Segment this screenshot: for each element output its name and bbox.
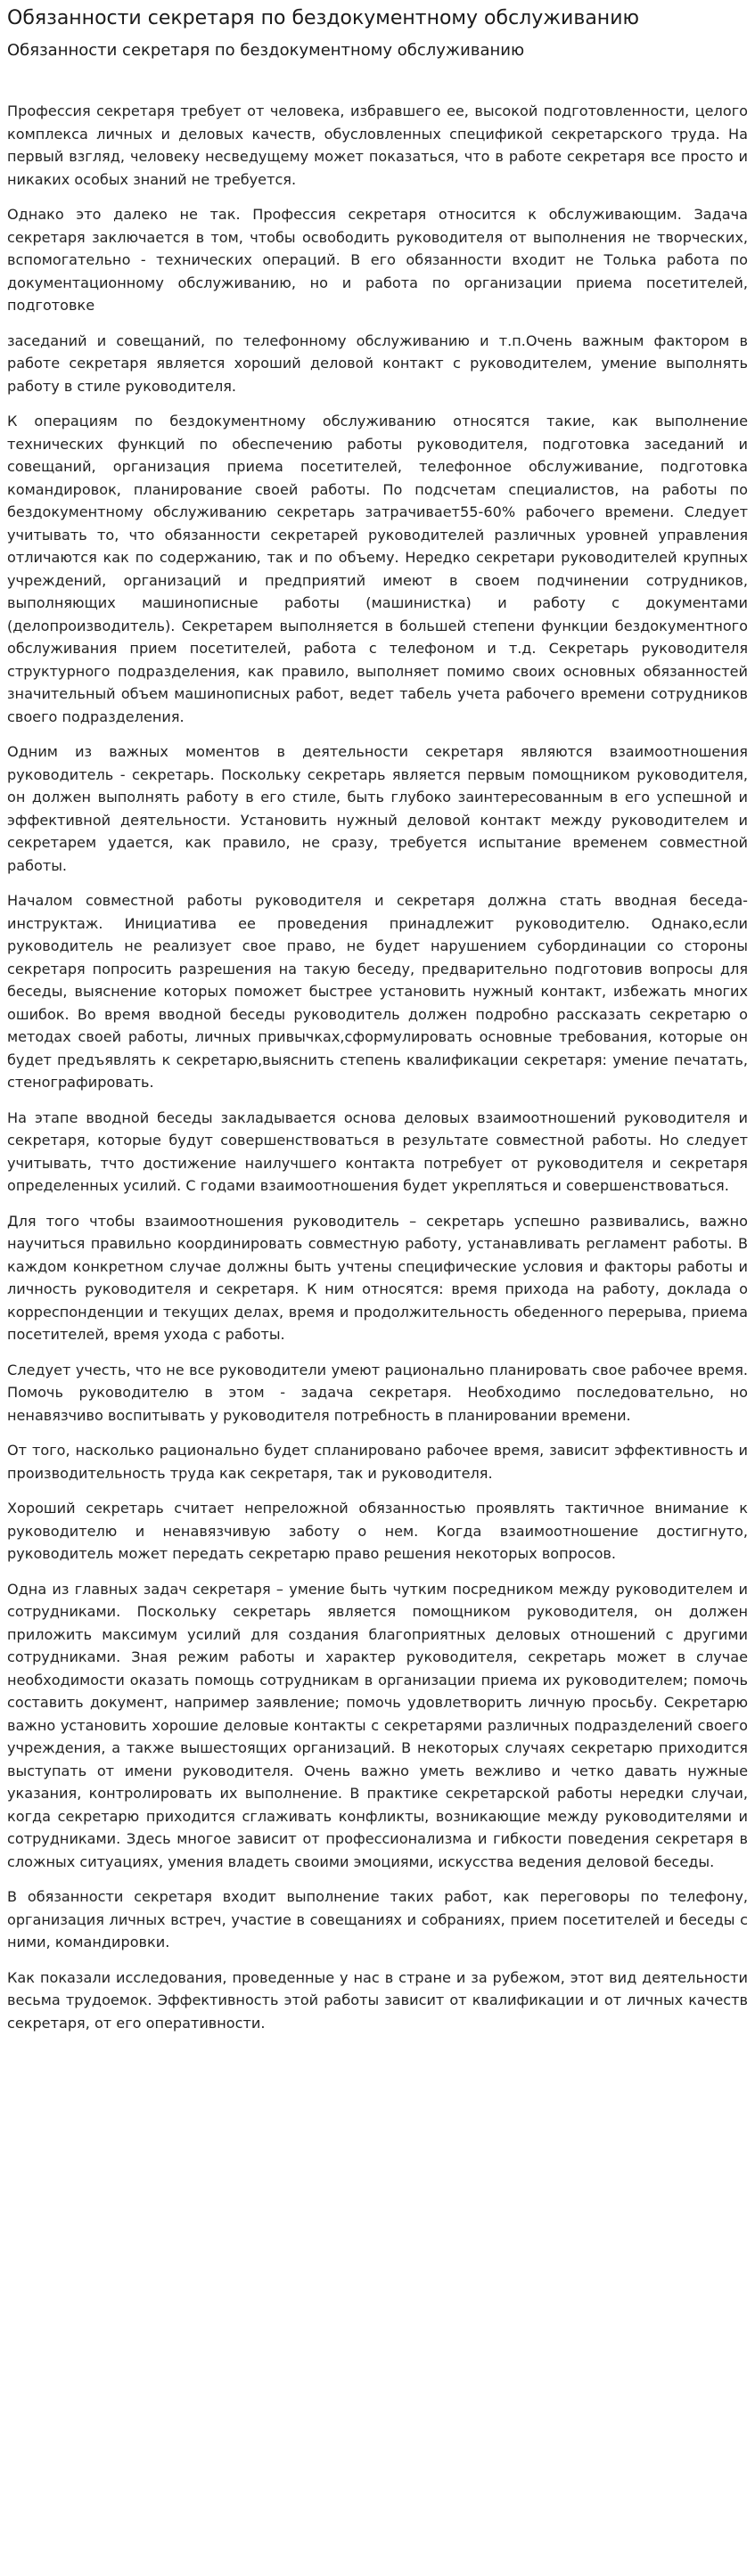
page-title: Обязанности секретаря по бездокументному обслуживанию	[7, 7, 640, 29]
paragraph: Для того чтобы взаимоотношения руководитель – секретарь успешно развивались, важно научиться правильно координировать совместную работу, устанавливать регламент работы. В каждом конкретном случае должны быть учтены специфические условия и факторы работы и личность руководителя и секретаря. К ним относятся: время прихода на работу, доклада о корреспонденции и текущих делах, время и продолжительность обеденного перерыва, приема посетителей, время ухода с работы.	[7, 1212, 748, 1343]
paragraph: Профессия секретаря требует от человека, избравшего ее, высокой подготовленности, целого комплекса личных и деловых качеств, обусловленных спецификой секретарского труда. На первый взгляд, человеку несведущему может показаться, что в работе секретаря все просто и никаких особых знаний не требуется.	[7, 102, 748, 188]
paragraph: Началом совместной работы руководителя и секретаря должна стать вводная беседа-инструктаж. Инициатива ее проведения принадлежит руководителю. Однако,если руководитель не реализует свое право, не будет нарушением субординации со стороны секретаря попросить разрешения на такую беседу, предварительно подготовив вопросы для беседы, выяснение которых поможет быстрее установить нужный контакт, избежать многих ошибок. Во время вводной беседы руководитель должен подробно рассказать секретарю о методах своей работы, личных привычках,сформулировать основные требования, которые он будет предъявлять к секретарю,выяснить степень квалификации секретаря: умение печатать, стенографировать.	[7, 892, 748, 1091]
paragraph: На этапе вводной беседы закладывается основа деловых взаимоотношений руководителя и секретаря, которые будут совершенствоваться в результате совместной работы. Но следует учитывать, тчто достижение наилучшего контакта потребует от руководителя и секретаря определенных усилий. С годами взаимоотношения будет укрепляться и совершенствоваться.	[7, 1108, 748, 1194]
page-subtitle: Обязанности секретаря по бездокументному обслуживанию	[7, 41, 525, 60]
paragraph: В обязанности секретаря входит выполнение таких работ, как переговоры по телефону, организация личных встреч, участие в совещаниях и собраниях, прием посетителей и беседы с ними, командировки.	[7, 1888, 748, 1950]
paragraph: Как показали исследования, проведенные у нас в стране и за рубежом, этот вид деятельности весьма трудоемок. Эффективность этой работы зависит от квалификации и от личных качеств секретаря, от его оперативности.	[7, 1968, 748, 2032]
paragraph: Хороший секретарь считает непреложной обязанностью проявлять тактичное внимание к руководителю и ненавязчивую заботу о нем. Когда взаимоотношение достигнуто, руководитель может передать секретарю право решения некоторых вопросов.	[7, 1500, 748, 1562]
paragraph: Однако это далеко не так. Профессия секретаря относится к обслуживающим. Задача секретаря заключается в том, чтобы освободить руководителя от выполнения не творческих, вспомогательно - технических операций. В его обязанности входит не Толька работа по документационному обслуживанию, но и работа по организации приема посетителей, подготовке	[7, 206, 748, 314]
paragraph: Следует учесть, что не все руководители умеют рационально планировать свое рабочее время. Помочь руководителю в этом - задача секретаря. Необходимо последовательно, но ненавязчиво воспитывать у руководителя потребность в планировании времени.	[7, 1361, 748, 1424]
paragraph: К операциям по бездокументному обслуживанию относятся такие, как выполнение технических функций по обеспечению работы руководителя, подготовка заседаний и совещаний, организация приема посетителей, телефонное обслуживание, подготовка командировок, планирование своей работы. По подсчетам специалистов, на работы по бездокументному обслуживанию секретарь затрачивает55-60% рабочего времени. Следует учитывать то, что обязанности секретарей руководителей различных уровней управления отличаются как по содержанию, так и по объему. Нередко секретари руководителей крупных учреждений, организаций и предприятий имеют в своем подчинении сотрудников, выполняющих машинописные работы (машинистка) и работу с документами (делопроизводитель). Секретарем выполняется в большей степени функции бездокументного обслуживания прием посетителей, работа с телефоном и т.д. Секретарь руководителя структурного подразделения, как правило, выполняет помимо своих основных обязанностей значительный объем машинописных работ, ведет табель учета рабочего времени сотрудников своего подразделения.	[7, 413, 748, 725]
paragraph: Одна из главных задач секретаря – умение быть чутким посредником между руководителем и сотрудниками. Поскольку секретарь является помощником руководителя, он должен приложить максимум усилий для создания благоприятных деловых отношений с другими сотрудниками. Зная режим работы и характер руководителя, секретарь может в случае необходимости оказать помощь сотрудникам в организации приема их руководителем; помочь составить документ, например заявление; помочь удовлетворить личную просьбу. Секретарю важно установить хорошие деловые контакты с секретарями различных подразделений своего учреждения, а также вышестоящих организаций. В некоторых случаях секретарю приходится выступать от имени руководителя. Очень важно уметь вежливо и четко давать нужные указания, контролировать их выполнение. В практике секретарской работы нередки случаи, когда секретарю приходится сглаживать конфликты, возникающие между руководителями и сотрудниками. Здесь многое зависит от профессионализма и гибкости поведения секретаря в сложных ситуациях, умения владеть своими эмоциями, искусства ведения деловой беседы.	[7, 1580, 748, 1870]
paragraph: Одним из важных моментов в деятельности секретаря являются взаимоотношения руководитель - секретарь. Поскольку секретарь является первым помощником руководителя, он должен выполнять работу в его стиле, быть глубоко заинтересованным в его успешной и эффективной деятельности. Установить нужный деловой контакт между руководителем и секретарем удается, как правило, не сразу, требуется испытание временем совместной работы.	[7, 743, 748, 874]
paragraph: заседаний и совещаний, по телефонному обслуживанию и т.п.Очень важным фактором в работе секретаря является хороший деловой контакт с руководителем, умение выполнять работу в стиле руководителя.	[7, 331, 748, 395]
article-body	[7, 100, 748, 2034]
paragraph: От того, насколько рационально будет спланировано рабочее время, зависит эффективность и производительность труда как секретаря, так и руководителя.	[7, 1442, 748, 1482]
